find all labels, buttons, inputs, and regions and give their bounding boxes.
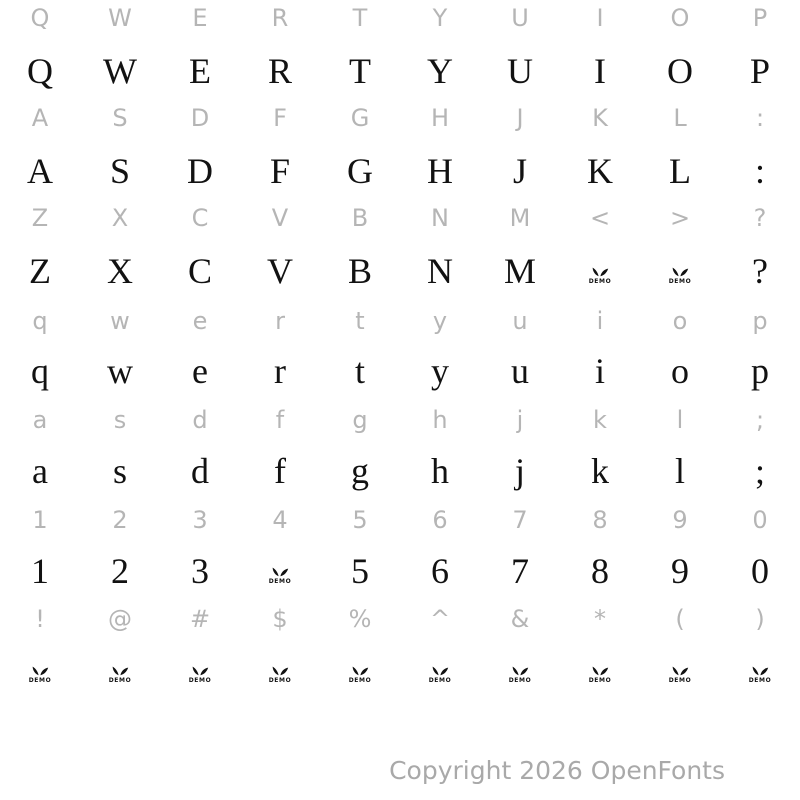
char-cell: q xyxy=(31,351,49,391)
char-cell: Z xyxy=(31,204,49,232)
char-cell: 0 xyxy=(752,506,768,534)
char-cell xyxy=(720,646,800,694)
demo-glyph-label: DEMO xyxy=(188,677,212,684)
char-cell: 7 xyxy=(511,551,529,591)
demo-row-uppercase-asdf xyxy=(0,147,800,195)
char-cell: J xyxy=(516,104,524,132)
char-cell: w xyxy=(107,351,133,391)
char-cell: s xyxy=(112,451,127,491)
demo-glyph xyxy=(589,665,612,684)
char-cell xyxy=(80,646,160,694)
char-cell: ; xyxy=(754,451,765,491)
reference-row-uppercase-qwerty xyxy=(0,0,800,36)
char-cell: l xyxy=(676,406,684,434)
char-cell: O xyxy=(670,4,690,32)
char-cell: W xyxy=(108,4,132,32)
demo-row-uppercase-zxcv xyxy=(0,247,800,295)
demo-glyph xyxy=(589,266,612,285)
demo-glyph-label: DEMO xyxy=(668,278,692,285)
demo-row-uppercase-qwerty xyxy=(0,47,800,95)
demo-glyph-label: DEMO xyxy=(508,677,532,684)
char-cell: & xyxy=(510,605,530,633)
char-cell: g xyxy=(352,406,368,434)
char-cell: Y xyxy=(427,51,453,91)
demo-glyph-label: DEMO xyxy=(588,677,612,684)
char-cell: A xyxy=(27,151,53,191)
char-cell: ! xyxy=(35,605,45,633)
demo-glyph xyxy=(669,665,692,684)
char-cell: a xyxy=(32,406,48,434)
reference-row-symbols xyxy=(0,601,800,637)
char-cell: k xyxy=(591,451,609,491)
char-cell: S xyxy=(109,151,131,191)
demo-glyph-label: DEMO xyxy=(588,278,612,285)
char-cell: 5 xyxy=(351,551,369,591)
char-cell: < xyxy=(589,204,611,232)
char-cell: L xyxy=(669,151,691,191)
char-cell: r xyxy=(274,351,286,391)
char-cell: X xyxy=(107,251,133,291)
char-cell: R xyxy=(271,4,289,32)
char-cell: D xyxy=(190,104,210,132)
char-cell: T xyxy=(349,51,371,91)
char-cell: 1 xyxy=(31,551,49,591)
char-cell: 0 xyxy=(751,551,769,591)
char-cell: A xyxy=(31,104,49,132)
char-cell: P xyxy=(749,51,771,91)
char-cell: K xyxy=(587,151,613,191)
char-cell: j xyxy=(516,406,524,434)
char-cell xyxy=(160,646,240,694)
demo-glyph xyxy=(749,665,772,684)
char-cell: e xyxy=(192,351,208,391)
char-cell: N xyxy=(427,251,453,291)
char-cell: 9 xyxy=(671,551,689,591)
char-cell: h xyxy=(431,451,449,491)
demo-row-symbols xyxy=(0,646,800,694)
demo-row-digits xyxy=(0,547,800,595)
demo-row-lowercase-qwerty xyxy=(0,347,800,395)
char-cell xyxy=(560,646,640,694)
leaf-fleuron-icon xyxy=(31,665,49,676)
char-cell: C xyxy=(187,251,212,291)
demo-glyph xyxy=(189,665,212,684)
char-cell: 2 xyxy=(112,506,128,534)
reference-row-digits xyxy=(0,502,800,538)
char-cell: # xyxy=(189,605,211,633)
char-cell: * xyxy=(594,605,606,633)
char-cell: p xyxy=(751,351,769,391)
leaf-fleuron-icon xyxy=(671,266,689,277)
char-cell: 9 xyxy=(672,506,688,534)
char-cell xyxy=(400,646,480,694)
char-cell: ? xyxy=(753,204,767,232)
char-cell: J xyxy=(512,151,527,191)
char-cell: M xyxy=(503,251,536,291)
char-cell: h xyxy=(432,406,448,434)
reference-row-lowercase-qwerty xyxy=(0,303,800,339)
leaf-fleuron-icon xyxy=(591,266,609,277)
char-cell: i xyxy=(594,351,605,391)
char-cell: L xyxy=(673,104,687,132)
leaf-fleuron-icon xyxy=(431,665,449,676)
demo-glyph-label: DEMO xyxy=(668,677,692,684)
demo-glyph xyxy=(509,665,532,684)
char-cell: % xyxy=(348,605,372,633)
char-cell: o xyxy=(671,351,689,391)
char-cell xyxy=(560,247,640,295)
char-cell: r xyxy=(275,307,285,335)
char-cell: Q xyxy=(30,4,50,32)
char-cell: @ xyxy=(108,605,132,633)
demo-row-lowercase-asdf xyxy=(0,447,800,495)
char-cell: f xyxy=(275,406,285,434)
char-cell: 6 xyxy=(432,506,448,534)
char-cell: E xyxy=(189,51,211,91)
demo-glyph-label: DEMO xyxy=(348,677,372,684)
char-cell xyxy=(320,646,400,694)
char-cell: l xyxy=(674,451,685,491)
char-cell: G xyxy=(347,151,373,191)
demo-glyph xyxy=(29,665,52,684)
char-cell: W xyxy=(103,51,137,91)
char-cell: 6 xyxy=(431,551,449,591)
char-cell xyxy=(640,247,720,295)
char-cell: Z xyxy=(29,251,51,291)
char-cell: k xyxy=(593,406,607,434)
char-cell: C xyxy=(191,204,209,232)
char-cell: E xyxy=(192,4,208,32)
leaf-fleuron-icon xyxy=(191,665,209,676)
char-cell: G xyxy=(350,104,370,132)
char-cell: K xyxy=(592,104,608,132)
leaf-fleuron-icon xyxy=(271,665,289,676)
char-cell: w xyxy=(110,307,130,335)
char-cell: a xyxy=(32,451,48,491)
char-cell: B xyxy=(347,251,372,291)
char-cell: d xyxy=(192,406,208,434)
leaf-fleuron-icon xyxy=(591,665,609,676)
char-cell: F xyxy=(273,104,287,132)
demo-glyph xyxy=(269,665,292,684)
char-cell: ? xyxy=(752,251,768,291)
char-cell: O xyxy=(667,51,693,91)
char-cell: H xyxy=(430,104,450,132)
char-cell: 7 xyxy=(512,506,528,534)
demo-glyph-label: DEMO xyxy=(428,677,452,684)
char-cell: 5 xyxy=(352,506,368,534)
char-cell: 3 xyxy=(192,506,208,534)
leaf-fleuron-icon xyxy=(751,665,769,676)
char-cell: ) xyxy=(755,605,765,633)
char-cell: ( xyxy=(675,605,685,633)
char-cell: S xyxy=(112,104,128,132)
char-cell: I xyxy=(594,51,606,91)
char-cell xyxy=(480,646,560,694)
char-cell xyxy=(240,646,320,694)
reference-row-uppercase-asdf xyxy=(0,100,800,136)
char-cell: B xyxy=(351,204,369,232)
demo-glyph-label: DEMO xyxy=(108,677,132,684)
leaf-fleuron-icon xyxy=(351,665,369,676)
char-cell xyxy=(240,547,320,595)
char-cell: 4 xyxy=(272,506,288,534)
char-cell: t xyxy=(355,307,365,335)
char-cell: : xyxy=(755,104,765,132)
char-cell: : xyxy=(754,151,765,191)
char-cell: s xyxy=(113,406,127,434)
char-cell: R xyxy=(267,51,292,91)
demo-glyph xyxy=(669,266,692,285)
char-cell: Y xyxy=(432,4,448,32)
char-cell: P xyxy=(752,4,768,32)
char-cell: i xyxy=(596,307,604,335)
char-cell: ^ xyxy=(429,605,451,633)
char-cell: H xyxy=(427,151,453,191)
char-cell: X xyxy=(111,204,129,232)
char-cell: y xyxy=(432,307,448,335)
char-cell: q xyxy=(32,307,48,335)
char-cell: f xyxy=(274,451,286,491)
char-cell: p xyxy=(752,307,768,335)
leaf-fleuron-icon xyxy=(671,665,689,676)
char-cell: 3 xyxy=(191,551,209,591)
reference-row-uppercase-zxcv xyxy=(0,200,800,236)
char-cell: $ xyxy=(272,605,288,633)
char-cell xyxy=(0,646,80,694)
char-cell: u xyxy=(512,307,528,335)
char-cell: j xyxy=(514,451,525,491)
char-cell: d xyxy=(191,451,209,491)
char-cell: N xyxy=(431,204,449,232)
char-cell: 1 xyxy=(32,506,48,534)
demo-glyph xyxy=(349,665,372,684)
char-cell: 8 xyxy=(591,551,609,591)
leaf-fleuron-icon xyxy=(111,665,129,676)
demo-glyph xyxy=(429,665,452,684)
char-cell: I xyxy=(596,4,604,32)
char-cell: t xyxy=(354,351,365,391)
char-cell: M xyxy=(509,204,531,232)
char-cell: U xyxy=(507,51,533,91)
char-cell: e xyxy=(192,307,208,335)
char-cell: U xyxy=(511,4,529,32)
char-cell: 2 xyxy=(111,551,129,591)
demo-glyph xyxy=(269,566,292,585)
char-cell: u xyxy=(511,351,529,391)
char-cell: g xyxy=(351,451,369,491)
demo-glyph-label: DEMO xyxy=(28,677,52,684)
char-cell: 8 xyxy=(592,506,608,534)
char-cell: Q xyxy=(27,51,53,91)
demo-glyph-label: DEMO xyxy=(268,677,292,684)
char-cell: V xyxy=(267,251,293,291)
demo-glyph-label: DEMO xyxy=(748,677,772,684)
leaf-fleuron-icon xyxy=(511,665,529,676)
char-cell: D xyxy=(187,151,213,191)
char-cell xyxy=(640,646,720,694)
char-cell: V xyxy=(271,204,289,232)
char-cell: F xyxy=(269,151,291,191)
char-cell: o xyxy=(672,307,688,335)
char-cell: ; xyxy=(755,406,765,434)
demo-glyph xyxy=(109,665,132,684)
char-cell: T xyxy=(352,4,368,32)
reference-row-lowercase-asdf xyxy=(0,402,800,438)
copyright-text: Copyright 2026 OpenFonts xyxy=(389,756,725,785)
leaf-fleuron-icon xyxy=(271,566,289,577)
char-cell: > xyxy=(669,204,691,232)
demo-glyph-label: DEMO xyxy=(268,578,292,585)
char-cell: y xyxy=(431,351,449,391)
